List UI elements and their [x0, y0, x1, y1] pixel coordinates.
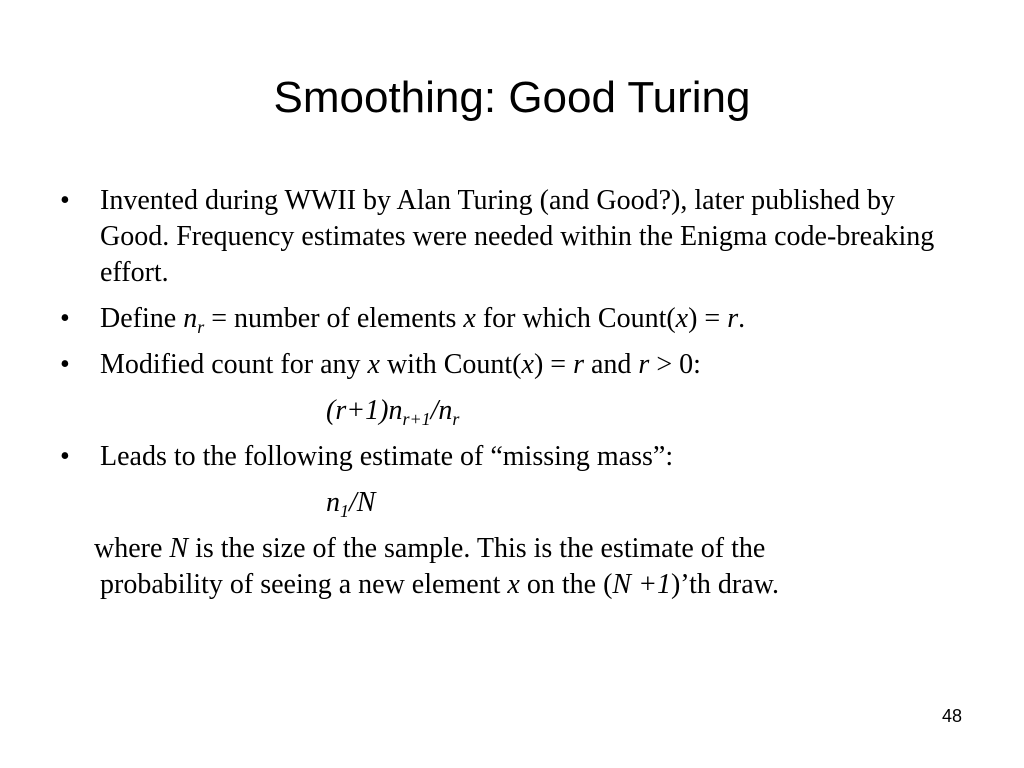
text-segment: . [738, 303, 746, 334]
bullet-text: Leads to the following estimate of “missing mass”: [100, 441, 674, 472]
slide-title: Smoothing: Good Turing [273, 73, 751, 122]
formula-subscript: 1 [340, 501, 349, 521]
formula-missing-mass [60, 485, 960, 521]
text-segment: is the size of the sample. This is the estimate of the [188, 533, 766, 564]
text-segment: probability of seeing a new element [100, 569, 508, 600]
text-segment: for which Count( [475, 303, 676, 334]
bullet-item-modified-count [60, 347, 960, 383]
formula-modified-count [60, 393, 960, 429]
math-subscript: r [197, 317, 205, 337]
math-var-n: n [183, 303, 198, 334]
text-segment: ) = [533, 349, 574, 380]
math-var-r: r [727, 303, 739, 334]
text-segment: ) = [688, 303, 728, 334]
text-segment: where [94, 533, 170, 564]
page-number: 48 [941, 706, 962, 726]
bullet-dot: • [60, 303, 70, 334]
formula-subscript: r+1 [402, 409, 431, 429]
bullet-item-wwii [60, 183, 960, 291]
math-var-N: N [169, 533, 189, 564]
formula-subscript: r [452, 409, 460, 429]
math-var-x: x [463, 303, 476, 334]
bullet-item-missing-mass [60, 439, 960, 475]
formula-part: (r+1)n [326, 395, 403, 426]
math-expr-N-plus-1: N +1 [612, 569, 671, 600]
bullet-item-define-nr [60, 301, 960, 337]
formula-part: /N [349, 487, 376, 518]
math-var-r: r [573, 349, 584, 380]
math-var-r: r [638, 349, 650, 380]
math-var-x: x [507, 569, 520, 600]
text-segment: )’th draw. [670, 569, 780, 600]
formula-part: /n [430, 395, 453, 426]
bullet-dot: • [60, 349, 70, 380]
formula-part: n [326, 487, 340, 518]
math-var-x: x [675, 303, 689, 334]
bullet-text: Invented during WWII by Alan Turing (and Good?), later published by Good. Frequency estimates were needed within the Enigma code-breaking effort. [100, 185, 935, 288]
math-var-x: x [521, 349, 534, 380]
math-var-x: x [367, 349, 380, 380]
text-segment: Modified count for any [100, 349, 368, 380]
text-segment: on the ( [519, 569, 613, 600]
text-segment: Define [100, 303, 184, 334]
text-segment: and [583, 349, 639, 380]
text-segment: with Count( [379, 349, 522, 380]
note-paragraph-line2 [60, 567, 960, 603]
slide-body [60, 183, 960, 603]
bullet-dot: • [60, 441, 70, 472]
text-segment: = number of elements [204, 303, 464, 334]
text-segment: > 0: [649, 349, 701, 380]
bullet-dot: • [60, 185, 70, 216]
note-paragraph [60, 531, 960, 567]
